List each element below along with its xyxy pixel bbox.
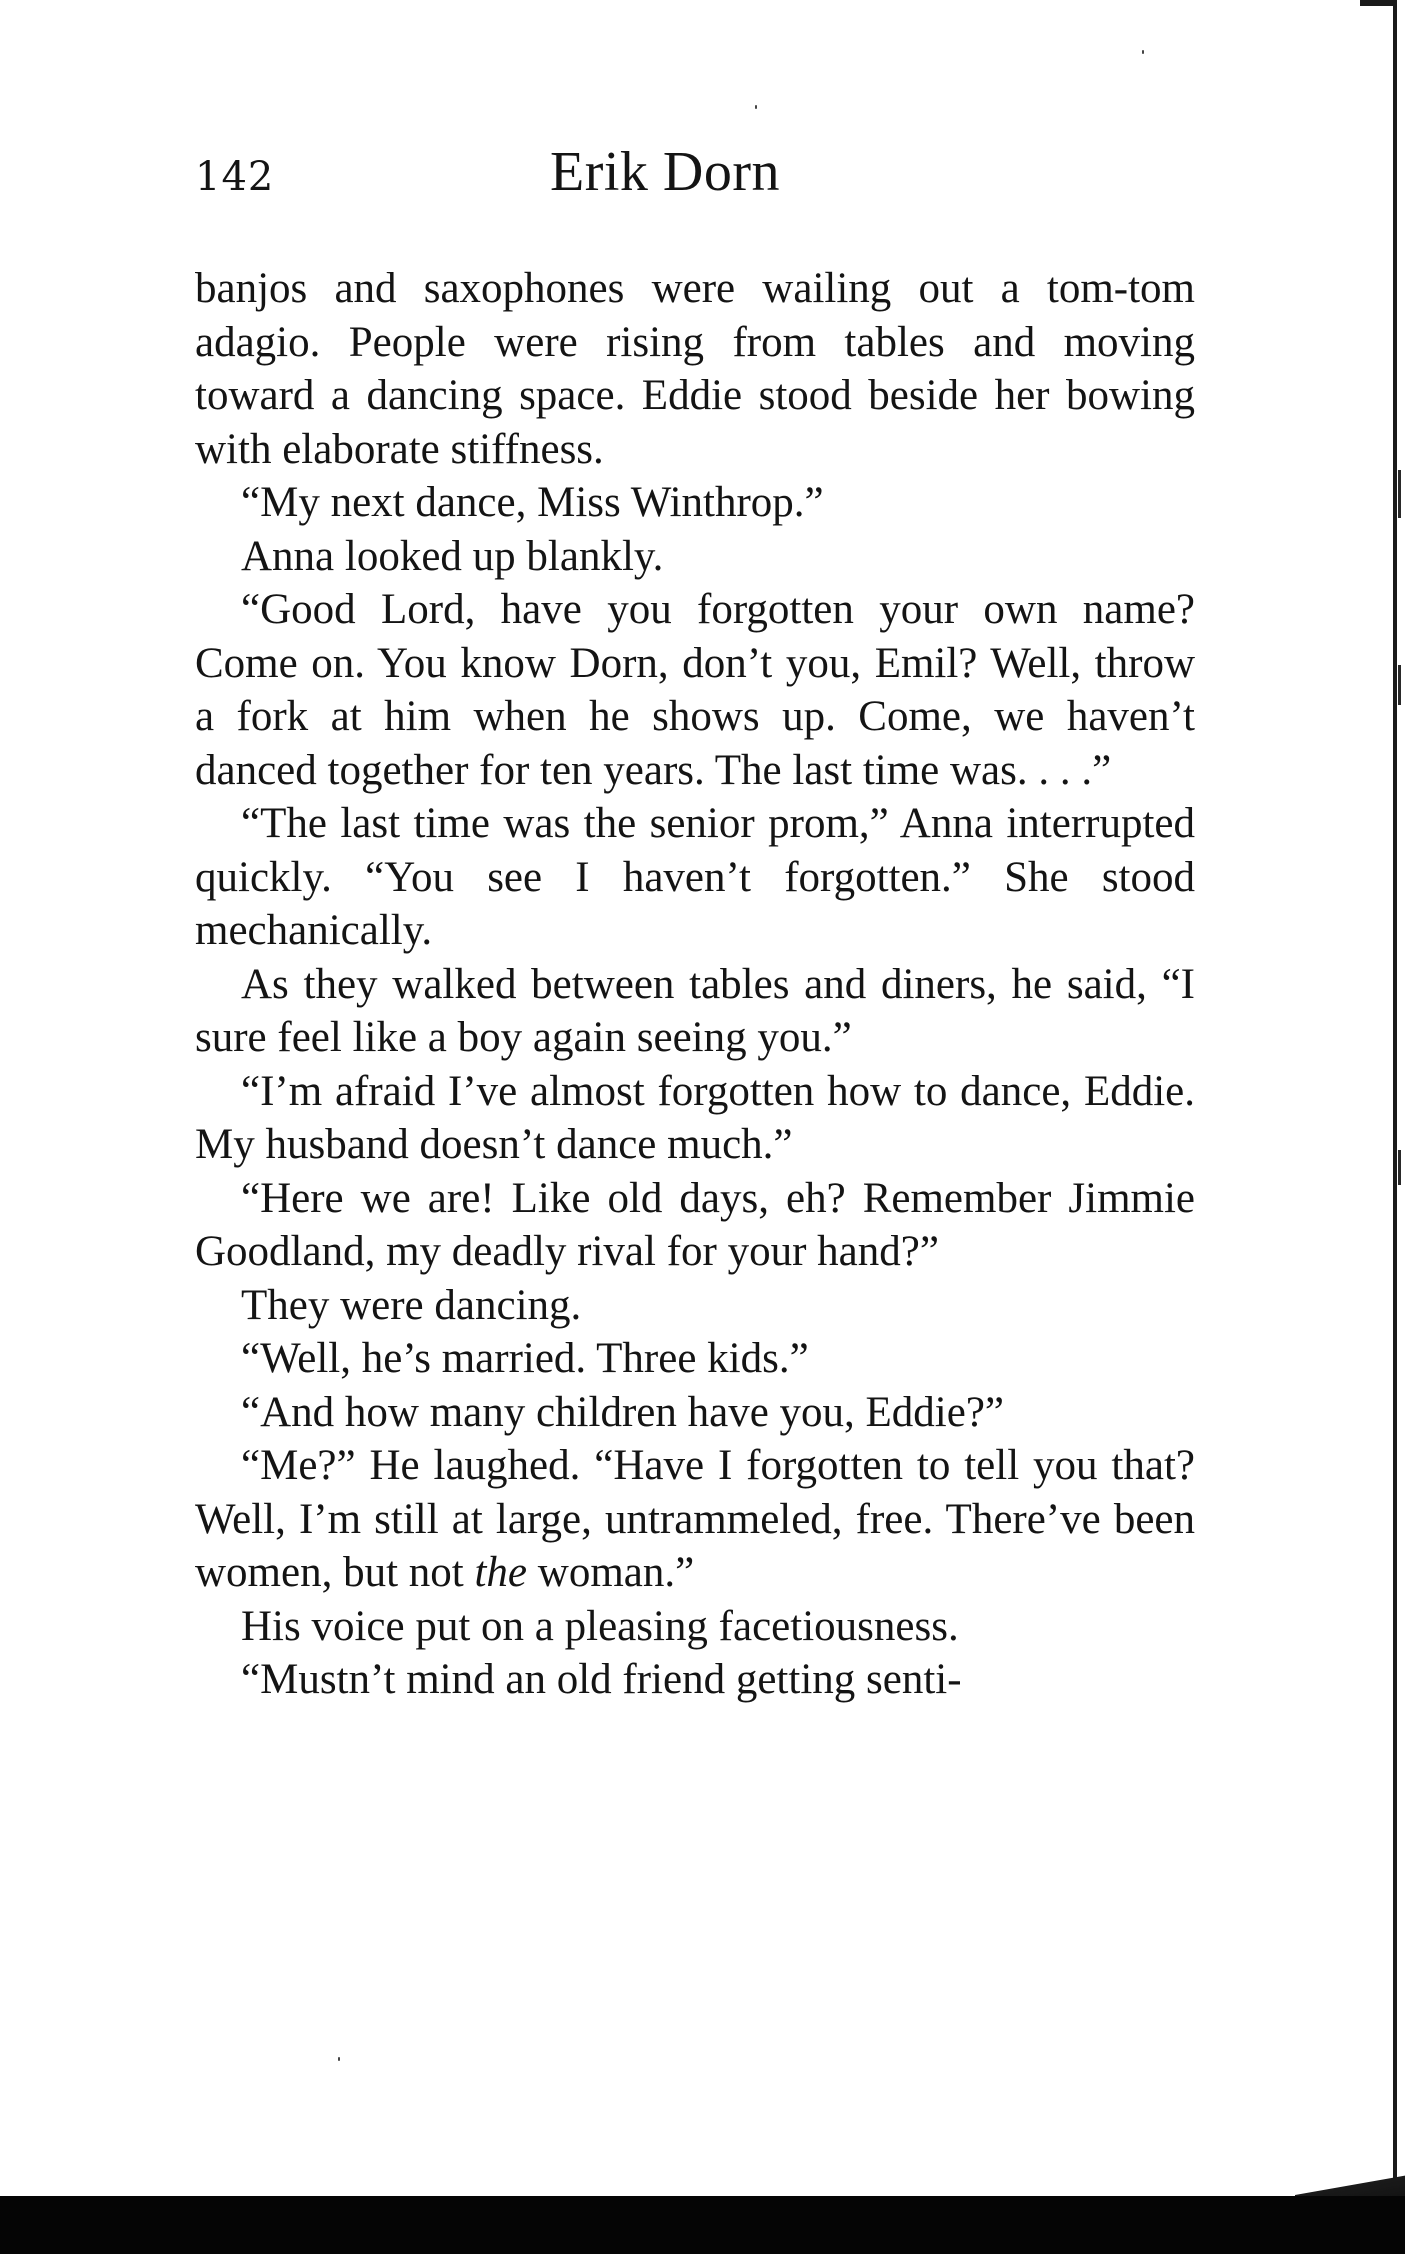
paragraph: His voice put on a pleasing facetiousness. [241, 1602, 959, 1650]
page-edge-mark [1398, 665, 1401, 705]
paragraph: “The last time was the senior prom,” Anna interrupted quickly. “You see I haven’t forgotten.” She stood mechanically. [195, 800, 1195, 954]
paragraph: “And how many children have you, Eddie?” [241, 1388, 1004, 1436]
book-title: Erik Dorn [550, 141, 781, 203]
paragraph-text: “Me?” He laughed. “Have I forgotten to tell you that? Well, I’m still at large, untrammeled, free. There’ve been women, but not [195, 1442, 1195, 1596]
paragraph-text-tail: woman.” [527, 1549, 695, 1596]
running-head [195, 140, 1195, 210]
scan-bottom-band [0, 2196, 1405, 2254]
page-number: 142 [195, 154, 275, 200]
body-text [195, 262, 1195, 1707]
paragraph: banjos and saxophones were wailing out a tom-tom adagio. People were rising from tables and moving toward a dancing space. Eddie stood beside her bowing with elaborate stiffness. [195, 265, 1195, 473]
paper-speck [338, 2057, 340, 2061]
page-edge-mark [1398, 1150, 1401, 1185]
paragraph: “Well, he’s married. Three kids.” [241, 1335, 809, 1382]
paragraph: “Mustn’t mind an old friend getting senti- [241, 1656, 962, 1703]
page-edge-corner [1360, 0, 1397, 6]
paragraph: “My next dance, Miss Winthrop.” [241, 479, 824, 526]
paragraph: “Here we are! Like old days, eh? Remember Jimmie Goodland, my deadly rival for your hand?” [195, 1174, 1195, 1275]
paragraph: “Good Lord, have you forgotten your own name? Come on. You know Dorn, don’t you, Emil? Well, throw a fork at him when he shows up. Come, we haven’t danced together for ten years. The last time was. . . .” [195, 586, 1195, 794]
page-edge-mark [1398, 470, 1401, 518]
paper-speck [1142, 50, 1144, 54]
paragraph: Anna looked up blankly. [241, 532, 664, 580]
paragraph-with-emphasis [195, 1439, 1195, 1600]
paragraph: “I’m afraid I’ve almost forgotten how to dance, Eddie. My husband doesn’t dance much.” [195, 1067, 1195, 1168]
page-edge-line [1393, 0, 1397, 2190]
paper-speck [755, 105, 757, 109]
emphasized-word: the [474, 1549, 528, 1596]
paragraph: As they walked between tables and diners, he said, “I sure feel like a boy again seeing you.” [195, 960, 1195, 1061]
paragraph: They were dancing. [241, 1281, 582, 1329]
